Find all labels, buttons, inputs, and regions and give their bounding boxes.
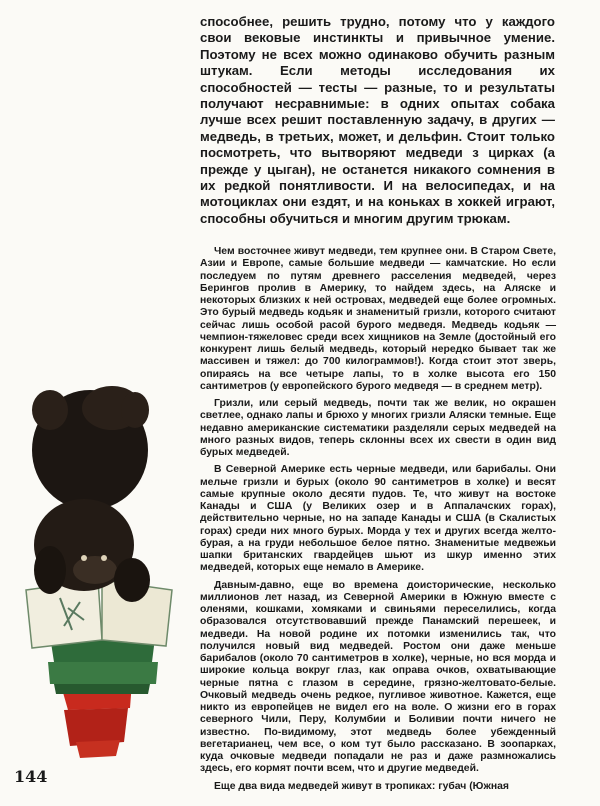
page-number: 144 [14,767,48,786]
intro-paragraph: способнее, решить трудно, потому что у каждого свои вековые инстинкты и привычное умение. Поэтому не всех можно одинаково обучить разным штукам. Если методы исследования их способностей — тесты — разные, то и результаты получают несравнимые: в одних опытах собака лучше всех решит поставленную задачу, в других — медведь, в третьих, может, и дельфин. Стоит только посмотреть, что вытворяют медведи з цирках (а прежде у цыган), не останется никакого сомнения в их редкой понятливости. И на велосипедах, и на мотоциклах они ездят, и на коньках в хоккей играют, способны обучиться и многим другим трюкам. [200,14,555,226]
bear-on-book-illustration [20,290,185,760]
paragraph-spectacled-bear: Давным-давно, еще во времена доисторические, несколько миллионов лет назад, из Северной Америки в Южную вместе с оленями, кошками, хомяками и свиньями переселились, когда образовался отсутствовавший прежде Панамский перешеек, и медведи. На новой родине их потомки изменились так, что получился новый вид медведей. Ростом они даже меньше барибалов (около 70 сантиметров в холке), черные, но вся морда и широкие кольца вокруг глаз, как оправа очков, охватывающие черные пятна с глазом в середине, грязно-желтовато-белые. Очковый медведь очень редкое, пугливое животное. Кажется, еще никто из европейцев не видел его на воле. О жизни его в горах северного Чили, Перу, Колумбии и Боливии почти ничего не известно. По-видимому, этот медведь более убежденный вегетарианец, чем все, о ком тут было рассказано. В зоопарках, куда очковые медведи попадали не раз и даже размножались здесь, его кормят почти всем, что и другие медведей. [200,579,556,775]
intro-text [200,14,555,227]
paragraph-kodiak: Чем восточнее живут медведи, тем крупнее они. В Старом Свете, Азии и Европе, самые большие медведи — камчатские. Но если последуем по путям древнего расселения медведей, через Берингов пролив в Америку, то найдем здесь, на Аляске и некоторых близких к ней островах, медведей еще более огромных. Это бурый медведь кодьяк и знаменитый гризли, которого считают сейчас лишь особой расой бурого медведя. Медведь кодьяк — чемпион-тяжеловес среди всех хищников на Земле (достойный его конкурент лишь белый медведь, который нередко бывает так же массивен и тяжел: до 700 килограммов!). Когда стоит этот зверь, опираясь на все четыре лапы, то в холке высота его 150 сантиметров (у европейского бурого медведя — в среднем метр). [200,246,556,392]
paragraph-baribal: В Северной Америке есть черные медведи, или барибалы. Они мельче гризли и бурых (около 90 сантиметров в холке) и весят самые крупные около десяти пудов. Те, что живут на востоке Канады и США (у Великих озер и в Аппалачских горах), действительно черные, но на западе Канады и США (в Скалистых горах) среди них много бурых. Морда у тех и других всегда желто-бурая, а на груди небольшое белое пятно. Знаменитые медвежьи шапки британских гвардейцев шьют из шкур именно этих медведей, которых еще немало в Америке. [200,464,556,574]
paragraph-grizzly: Гризли, или серый медведь, почти так же велик, но окрашен светлее, однако лапы и брюхо у многих гризли Аляски темные. Еще недавно американские систематики разделяли серых медведей на много разных видов, теперь склонны всех их свести в один вид бурых медведей. [200,398,556,458]
body-text [200,246,556,793]
paragraph-tropics: Еще два вида медведей живут в тропиках: губач (Южная [214,780,509,792]
